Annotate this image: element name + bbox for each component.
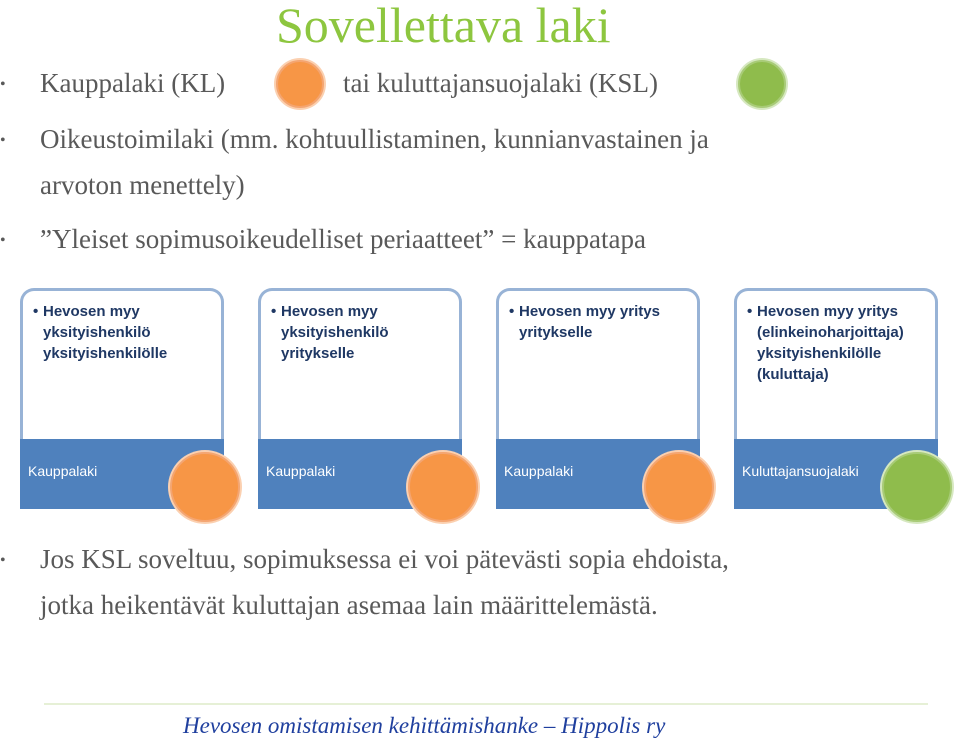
card-yritys-kuluttajalle: • Hevosen myy yritys (elinkeinoharjoittaja) yksityishenkilölle (kuluttaja) Kuluttajansuojalaki: [734, 288, 938, 506]
card-law-label: Kuluttajansuojalaki: [742, 463, 859, 479]
card-law-label: Kauppalaki: [28, 463, 98, 479]
card-yksityinen-yksityiselle: • Hevosen myy yksityishenkilö yksityishenkilölle Kauppalaki: [20, 288, 224, 506]
bullet-oikeustoimilaki: [0, 116, 960, 208]
bullet-text-kl: Kauppalaki (KL): [40, 68, 226, 98]
bullet-ksl-soveltuu: [0, 536, 960, 628]
card-law-label: Kauppalaki: [504, 463, 574, 479]
bullet-text-line1: Jos KSL soveltuu, sopimuksessa ei voi pätevästi sopia ehdoista,: [40, 544, 729, 574]
bullet-text-line2: jotka heikentävät kuluttajan asemaa lain määrittelemästä.: [40, 590, 658, 620]
bullet-dot: •: [0, 232, 6, 249]
card-text: Hevosen myy yritys (elinkeinoharjoittaja) yksityishenkilölle (kuluttaja): [757, 303, 904, 383]
orange-circle-card-3: [644, 452, 714, 522]
card-law-label: Kauppalaki: [266, 463, 336, 479]
bullet-text-line2: arvoton menettely): [40, 170, 245, 200]
bullet-dot: •: [0, 132, 6, 149]
orange-circle-kl: [276, 60, 324, 108]
bullet-text: ”Yleiset sopimusoikeudelliset periaatteet” = kauppatapa: [40, 224, 647, 254]
orange-circle-card-1: [170, 452, 240, 522]
bullet-text-line1: Oikeustoimilaki (mm. kohtuullistaminen, kunnianvastainen ja: [40, 124, 709, 154]
bullet-text-ksl: tai kuluttajansuojalaki (KSL): [343, 68, 658, 98]
card-text: Hevosen myy yksityishenkilö yritykselle: [281, 303, 389, 362]
orange-circle-card-2: [408, 452, 478, 522]
bullet-dot: •: [0, 552, 6, 569]
card-text: Hevosen myy yritys yritykselle: [519, 303, 660, 341]
footer-text: Hevosen omistamisen kehittämishanke – Hippolis ry: [183, 713, 666, 738]
card-text: Hevosen myy yksityishenkilö yksityishenkilölle: [43, 303, 168, 362]
card-yksityinen-yritykselle: • Hevosen myy yksityishenkilö yritykselle Kauppalaki: [258, 288, 462, 506]
slide-title: Sovellettava laki: [276, 0, 611, 53]
green-circle-card-4: [882, 452, 952, 522]
bullet-dot: •: [0, 76, 6, 93]
card-yritys-yritykselle: • Hevosen myy yritys yritykselle Kauppalaki: [496, 288, 700, 506]
footer-divider: [44, 703, 928, 705]
green-circle-ksl: [738, 60, 786, 108]
